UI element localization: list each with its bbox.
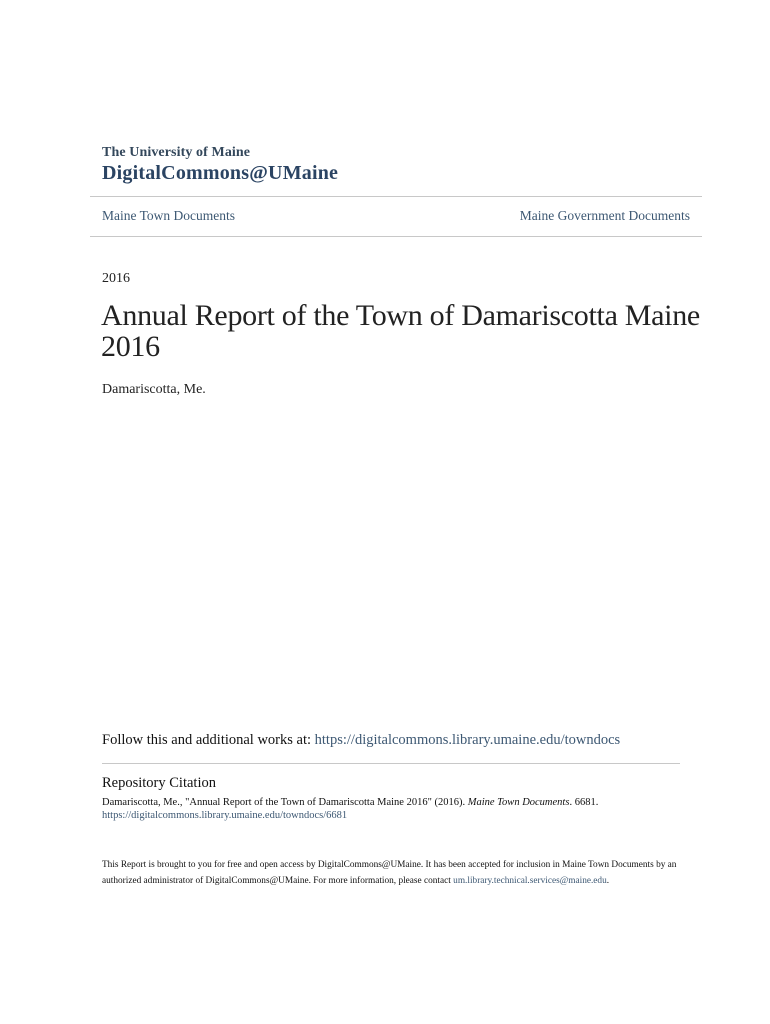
document-title: Annual Report of the Town of Damariscotta Maine 2016 (101, 299, 700, 363)
citation-divider (102, 763, 680, 764)
notice-text-end: . (606, 876, 610, 886)
citation-text-before: Damariscotta, Me., "Annual Report of the Town of Damariscotta Maine 2016" (2016). (102, 797, 468, 808)
repository-name[interactable]: DigitalCommons@UMaine (102, 162, 339, 184)
citation-text-after: . 6681. (569, 797, 599, 808)
citation-link[interactable]: https://digitalcommons.library.umaine.edu/towndocs/6681 (102, 810, 348, 821)
notice-text: This Report is brought to you for free and open access by DigitalCommons@UMaine. It has been accepted for inclusion in Maine Town Documents by an authorized administrator of DigitalCommons@UMaine. For more information, please contact (102, 860, 677, 886)
contact-email-link[interactable]: um.library.technical.services@maine.edu (453, 876, 607, 886)
follow-label: Follow this and additional works at: (102, 732, 315, 748)
header-divider-top (90, 196, 702, 197)
follow-link[interactable]: https://digitalcommons.library.umaine.edu/towndocs (314, 732, 621, 748)
citation-series: Maine Town Documents (467, 797, 570, 808)
header-divider-bottom (90, 236, 702, 237)
collection-link-town-documents[interactable]: Maine Town Documents (102, 208, 236, 223)
institution-name: The University of Maine (102, 145, 251, 160)
access-notice (102, 857, 682, 889)
citation-text (102, 796, 598, 810)
citation-heading: Repository Citation (102, 775, 216, 791)
publication-year: 2016 (102, 271, 130, 286)
document-author: Damariscotta, Me. (102, 382, 206, 397)
collection-link-government-documents[interactable]: Maine Government Documents (519, 208, 690, 223)
follow-line (102, 732, 620, 749)
